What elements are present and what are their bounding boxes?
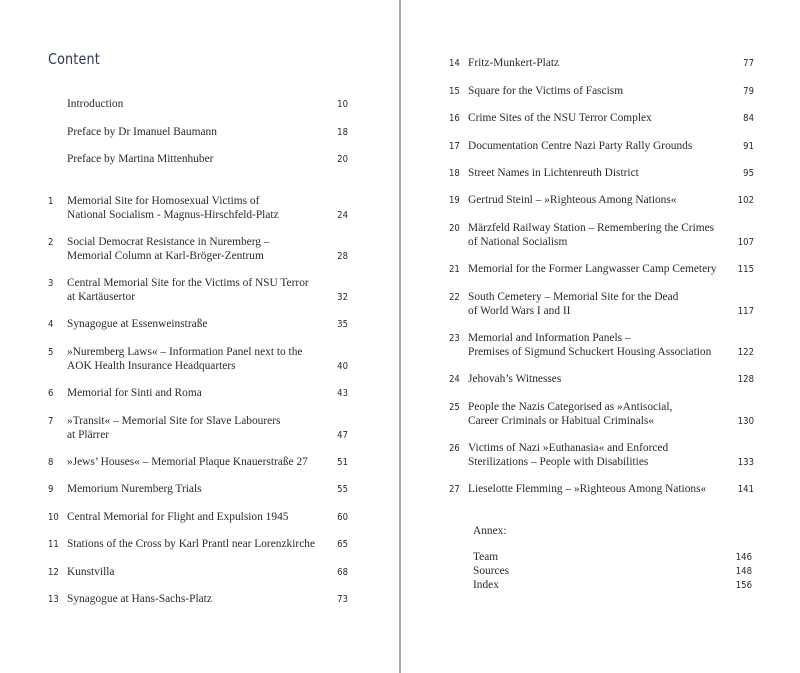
entry-number: 23 <box>449 333 460 344</box>
entry-title-line1: Street Names in Lichtenreuth District <box>468 167 639 179</box>
entry-title-line1: Memorial Site for Homosexual Victims of <box>67 195 260 207</box>
entry-number: 24 <box>449 374 460 385</box>
entry-title-line1: Märzfeld Railway Station – Remembering the Crimes <box>468 222 715 234</box>
entry-title-line1: People the Nazis Categorised as »Antisocial, <box>468 401 673 413</box>
entry-title-line1: Central Memorial Site for the Victims of NSU Terror <box>67 277 309 289</box>
annex-title: Sources <box>473 565 510 577</box>
entry-page: 51 <box>337 457 348 468</box>
entry-number: 25 <box>449 402 460 413</box>
entry-title-line1: Documentation Centre Nazi Party Rally Grounds <box>468 140 693 152</box>
entry-title-line2: Premises of Sigmund Schuckert Housing Association <box>468 345 712 358</box>
entry-title: Preface by Martina Mittenhuber <box>67 153 214 165</box>
entry-title-line1: Memorium Nuremberg Trials <box>67 483 202 495</box>
entry-number: 18 <box>449 168 460 179</box>
entry-page: 43 <box>337 388 348 399</box>
entry-page: 20 <box>337 154 348 165</box>
entry-title-line1: Crime Sites of the NSU Terror Complex <box>468 112 652 124</box>
entry-number: 12 <box>48 567 59 578</box>
left-page <box>0 0 399 673</box>
entry-page: 117 <box>737 305 754 317</box>
entry-number: 16 <box>449 113 460 124</box>
entry-title-line1: Jehovah’s Witnesses <box>468 373 562 385</box>
entry-title-line1: South Cemetery – Memorial Site for the Dead <box>468 291 679 303</box>
entry-number: 14 <box>449 58 460 69</box>
entry-title-line2: of World Wars I and II <box>468 304 571 317</box>
entry-page: 122 <box>737 346 754 358</box>
annex-page: 146 <box>735 552 752 563</box>
annex-page: 156 <box>735 580 752 591</box>
entry-page: 32 <box>337 291 348 303</box>
entry-page: 141 <box>737 484 754 495</box>
entry-number: 2 <box>48 237 54 248</box>
entry-page: 35 <box>337 319 348 330</box>
entry-title-line1: Social Democrat Resistance in Nuremberg – <box>67 236 270 248</box>
entry-page: 84 <box>743 113 754 124</box>
entry-title-line2: Sterilizations – People with Disabilities <box>468 455 649 468</box>
annex-label: Annex: <box>473 525 507 537</box>
entry-title-line1: Gertrud Steinl – »Righteous Among Nations« <box>468 194 677 206</box>
entry-title-line1: Kunstvilla <box>67 566 115 578</box>
entry-title-line2: Memorial Column at Karl-Bröger-Zentrum <box>67 249 264 262</box>
entry-title-line2: of National Socialism <box>468 235 568 248</box>
entry-number: 5 <box>48 347 54 358</box>
entry-number: 7 <box>48 416 54 427</box>
entry-title-line1: Synagogue at Hans-Sachs-Platz <box>67 593 212 605</box>
entry-number: 20 <box>449 223 460 234</box>
entry-page: 40 <box>337 360 348 372</box>
entry-page: 79 <box>743 86 754 97</box>
entry-page: 47 <box>337 429 348 441</box>
entry-page: 133 <box>737 456 754 468</box>
toc-heading: Content <box>48 50 100 68</box>
entry-title-line2: AOK Health Insurance Headquarters <box>67 359 236 372</box>
entry-title-line1: Memorial and Information Panels – <box>468 332 631 344</box>
entry-title-line1: »Transit« – Memorial Site for Slave Labourers <box>67 415 281 427</box>
entry-number: 26 <box>449 443 460 454</box>
annex-title: Index <box>473 579 499 591</box>
entry-page: 115 <box>737 264 754 275</box>
right-page <box>401 0 800 673</box>
entry-title-line1: Fritz-Munkert-Platz <box>468 57 560 69</box>
entry-number: 8 <box>48 457 54 468</box>
entry-title-line2: National Socialism - Magnus-Hirschfeld-Platz <box>67 208 279 221</box>
entry-title-line1: Lieselotte Flemming – »Righteous Among Nations« <box>468 483 707 495</box>
entry-title-line2: at Plärrer <box>67 428 110 441</box>
entry-page: 24 <box>337 209 348 221</box>
entry-page: 65 <box>337 539 348 550</box>
entry-page: 91 <box>743 141 754 152</box>
entry-title-line1: Memorial for Sinti and Roma <box>67 387 202 399</box>
entry-number: 15 <box>449 86 460 97</box>
entry-page: 95 <box>743 168 754 179</box>
entry-number: 11 <box>48 539 59 550</box>
entry-number: 1 <box>48 196 54 207</box>
entry-page: 107 <box>737 236 754 248</box>
entry-number: 13 <box>48 594 59 605</box>
entry-title: Preface by Dr Imanuel Baumann <box>67 126 217 138</box>
entry-title-line1: Memorial for the Former Langwasser Camp Cemetery <box>468 263 717 275</box>
entry-title-line1: Central Memorial for Flight and Expulsion 1945 <box>67 511 289 523</box>
entry-page: 18 <box>337 127 348 138</box>
entry-number: 21 <box>449 264 460 275</box>
entry-title-line1: Stations of the Cross by Karl Prantl near Lorenzkirche <box>67 538 315 550</box>
entry-page: 10 <box>337 99 348 110</box>
entry-title-line1: »Jews’ Houses« – Memorial Plaque Knauerstraße 27 <box>67 456 308 468</box>
entry-page: 68 <box>337 567 348 578</box>
entry-title-line1: »Nuremberg Laws« – Information Panel next to the <box>67 346 303 358</box>
entry-page: 55 <box>337 484 348 495</box>
entry-page: 130 <box>737 415 754 427</box>
entry-number: 9 <box>48 484 54 495</box>
entry-page: 102 <box>737 195 754 206</box>
entry-number: 6 <box>48 388 54 399</box>
entry-page: 128 <box>737 374 754 385</box>
entry-title-line1: Synagogue at Essenweinstraße <box>67 318 208 330</box>
entry-number: 19 <box>449 195 460 206</box>
entry-number: 10 <box>48 512 59 523</box>
entry-title-line2: Career Criminals or Habitual Criminals« <box>468 414 655 427</box>
entry-number: 27 <box>449 484 460 495</box>
entry-page: 60 <box>337 512 348 523</box>
entry-title-line1: Victims of Nazi »Euthanasia« and Enforced <box>468 442 669 454</box>
entry-number: 17 <box>449 141 460 152</box>
entry-title: Introduction <box>67 98 124 110</box>
annex-page: 148 <box>735 566 752 577</box>
entry-page: 28 <box>337 250 348 262</box>
entry-page: 77 <box>743 58 754 69</box>
entry-title-line2: at Kartäusertor <box>67 290 135 303</box>
entry-number: 4 <box>48 319 54 330</box>
annex-title: Team <box>473 551 499 563</box>
entry-page: 73 <box>337 594 348 605</box>
entry-title-line1: Square for the Victims of Fascism <box>468 85 624 97</box>
entry-number: 22 <box>449 292 460 303</box>
entry-number: 3 <box>48 278 54 289</box>
